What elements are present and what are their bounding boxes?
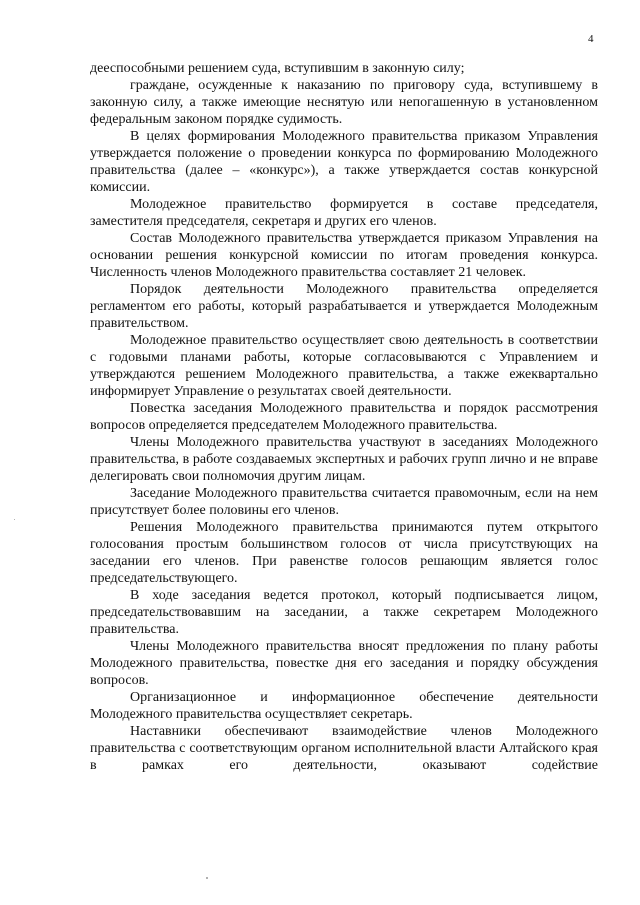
paragraph: Молодежное правительство осуществляет свою деятельность в соответствии с годовыми планами работы, которые согласовываются с Управлением и утверждаются решением Молодежного правительства, а также ежеквартально информирует Управление о результатах своей деятельности.	[90, 333, 598, 399]
paragraph: В целях формирования Молодежного правительства приказом Управления утверждается положение о проведении конкурса по формированию Молодежного правительства (далее – «конкурс»), а также утверждается состав конкурсной комиссии.	[90, 129, 598, 195]
paragraph: Члены Молодежного правительства участвуют в заседаниях Молодежного правительства, в работе создаваемых экспертных и рабочих групп лично и не вправе делегировать свои полномочия другим лицам.	[90, 435, 598, 484]
paragraph: Порядок деятельности Молодежного правительства определяется регламентом его работы, который разрабатывается и утверждается Молодежным правительством.	[90, 282, 598, 331]
paragraph: Наставники обеспечивают взаимодействие членов Молодежного правительства с соответствующим органом исполнительной власти Алтайского края в рамках его деятельности, оказывают содействие	[90, 724, 598, 773]
paragraph: Молодежное правительство формируется в составе председателя, заместителя председателя, секретаря и других его членов.	[90, 197, 598, 229]
paragraph: Организационное и информационное обеспечение деятельности Молодежного правительства осуществляет секретарь.	[90, 690, 598, 722]
paragraph: дееспособными решением суда, вступившим в законную силу;	[90, 61, 465, 76]
paragraph: В ходе заседания ведется протокол, который подписывается лицом, председательствовавшим на заседании, а также секретарем Молодежного правительства.	[90, 588, 598, 637]
page-number: 4	[588, 33, 594, 45]
paragraph: Повестка заседания Молодежного правительства и порядок рассмотрения вопросов определяется председателем Молодежного правительства.	[90, 401, 598, 433]
paragraph: граждане, осужденные к наказанию по приговору суда, вступившему в законную силу, а также имеющие неснятую или непогашенную в установленном федеральным законом порядке судимость.	[90, 78, 598, 127]
paragraph: Заседание Молодежного правительства считается правомочным, если на нем присутствует более половины его членов.	[90, 486, 598, 518]
paragraph: Решения Молодежного правительства принимаются путем открытого голосования простым большинством голосов от числа присутствующих на заседании его членов. При равенстве голосов решающим является голос председательствующего.	[90, 520, 598, 586]
paragraph: Члены Молодежного правительства вносят предложения по плану работы Молодежного правительства, повестке дня его заседания и порядку обсуждения вопросов.	[90, 639, 598, 688]
document-body	[90, 60, 598, 774]
paragraph: Состав Молодежного правительства утверждается приказом Управления на основании решения конкурсной комиссии по итогам проведения конкурса. Численность членов Молодежного правительства составляет 21 человек.	[90, 231, 598, 280]
scan-speck	[14, 519, 15, 520]
scan-speck	[206, 877, 208, 879]
